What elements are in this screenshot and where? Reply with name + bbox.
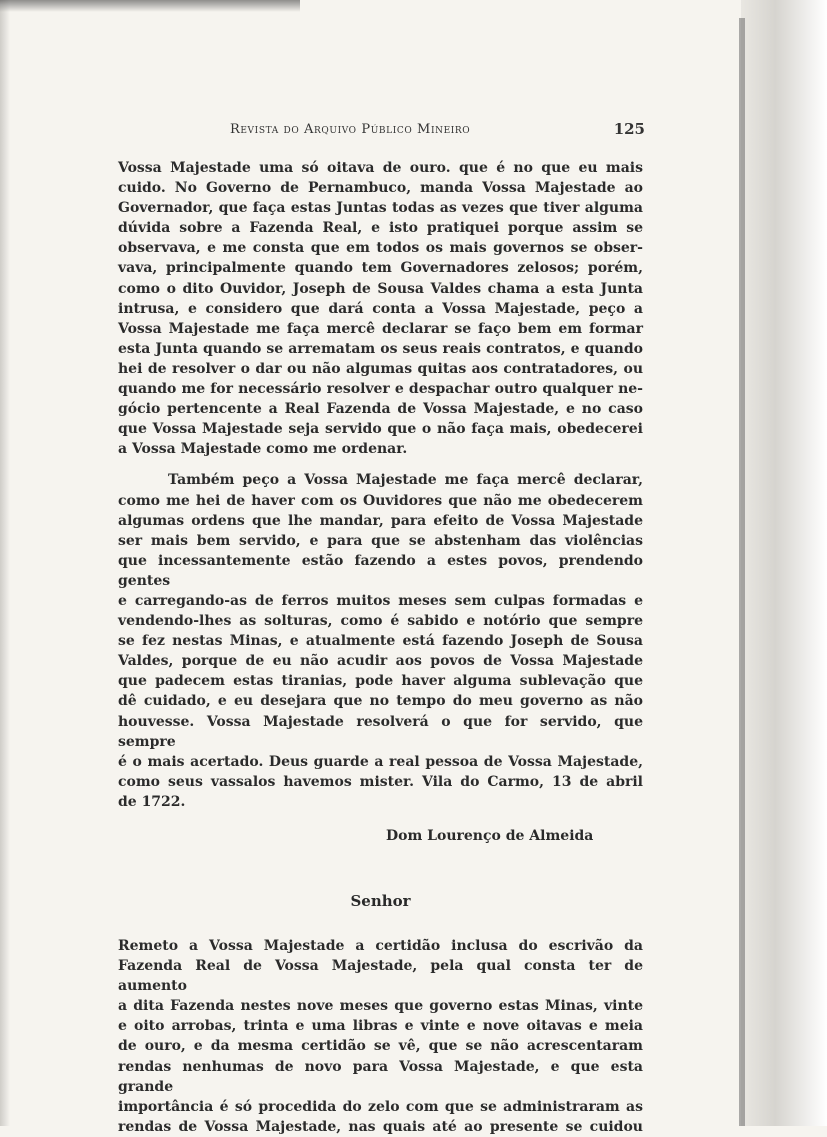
text-line: como me hei de haver com os Ouvidores que não me obedecerem bbox=[118, 492, 643, 509]
text-line: a Vossa Majestade como me ordenar. bbox=[118, 441, 408, 458]
paragraph-letter-continuation bbox=[118, 158, 643, 459]
text-line: hei de resolver o dar ou não algumas quitas aos contratadores, ou bbox=[118, 360, 643, 377]
scan-top-shadow bbox=[0, 0, 300, 12]
text-line: como seus vassalos havemos mister. Vila do Carmo, 13 de abril bbox=[118, 773, 643, 790]
text-line: Remeto a Vossa Majestade a certidão inclusa do escrivão da bbox=[118, 938, 643, 954]
text-line: esta Junta quando se arrematam os seus reais contratos, e quando bbox=[118, 340, 643, 357]
paragraph-new-letter bbox=[118, 936, 643, 1137]
text-line: rendas de Vossa Majestade, nas quais até ao presente se cuidou bbox=[118, 1118, 643, 1135]
text-line: dê cuidado, e eu desejara que no tempo do meu governo as não bbox=[118, 693, 643, 710]
text-line: houvesse. Vossa Majestade resolverá o que for servido, que sempre bbox=[118, 713, 643, 750]
scan-page-edge bbox=[739, 18, 745, 1126]
text-line: cuido. No Governo de Pernambuco, manda Vossa Majestade ao bbox=[118, 180, 643, 197]
scan-right-margin bbox=[741, 0, 827, 1126]
text-line: de ouro, e da mesma certidão se vê, que se não acrescentaram bbox=[118, 1038, 643, 1055]
running-title: Revista do Arquivo Público Mineiro bbox=[230, 122, 471, 137]
text-line: vendendo-lhes as solturas, como é sabido e notório que sempre bbox=[118, 613, 643, 630]
signature: Dom Lourenço de Almeida bbox=[386, 828, 594, 844]
text-line: observava, e me consta que em todos os mais governos se obser- bbox=[118, 240, 643, 257]
text-line: dúvida sobre a Fazenda Real, e isto pratiquei porque assim se bbox=[118, 220, 643, 237]
paragraph-request bbox=[118, 470, 643, 812]
text-line: Vossa Majestade me faça mercê declarar se faço bem em formar bbox=[118, 320, 643, 337]
text-line: importância é só procedida do zelo com que se administraram as bbox=[118, 1098, 643, 1115]
text-line: a dita Fazenda nestes nove meses que governo estas Minas, vinte bbox=[118, 998, 643, 1015]
text-line: Fazenda Real de Vossa Majestade, pela qual consta ter de aumento bbox=[118, 958, 643, 995]
text-line: ser mais bem servido, e para que se abstenham das violências bbox=[118, 532, 643, 549]
text-line: e carregando-as de ferros muitos meses sem culpas formadas e bbox=[118, 592, 643, 609]
text-line: quando me for necessário resolver e despachar outro qualquer ne- bbox=[118, 381, 643, 398]
text-line: de 1722. bbox=[118, 793, 186, 810]
text-line: se fez nestas Minas, e atualmente está fazendo Joseph de Sousa bbox=[118, 633, 643, 650]
text-line: e oito arrobas, trinta e uma libras e vinte e nove oitavas e meia bbox=[118, 1018, 643, 1035]
text-line: algumas ordens que lhe mandar, para efeito de Vossa Majestade bbox=[118, 512, 643, 529]
text-line: gócio pertencente a Real Fazenda de Vossa Majestade, e no caso bbox=[118, 401, 643, 418]
page-number: 125 bbox=[613, 120, 645, 138]
text-line: Valdes, porque de eu não acudir aos povos de Vossa Majestade bbox=[118, 653, 643, 670]
scan-left-shadow bbox=[0, 0, 10, 1126]
running-head bbox=[118, 118, 643, 140]
text-line: Também peço a Vossa Majestade me faça mercê declarar, bbox=[168, 472, 643, 489]
text-line: vava, principalmente quando tem Governadores zelosos; porém, bbox=[118, 260, 643, 277]
text-line: Governador, que faça estas Juntas todas as vezes que tiver alguma bbox=[118, 200, 643, 217]
text-line: intrusa, e considero que dará conta a Vossa Majestade, peço a bbox=[118, 300, 643, 317]
text-line: Vossa Majestade uma só oitava de ouro. que é no que eu mais bbox=[118, 160, 643, 176]
text-line: que padecem estas tiranias, pode haver alguma sublevação que bbox=[118, 673, 643, 690]
salutation: Senhor bbox=[350, 892, 411, 910]
text-line: rendas nenhumas de novo para Vossa Majestade, e que esta grande bbox=[118, 1058, 643, 1095]
text-line: é o mais acertado. Deus guarde a real pessoa de Vossa Majestade, bbox=[118, 753, 643, 770]
document-page bbox=[118, 118, 643, 1137]
text-line: que incessantemente estão fazendo a estes povos, prendendo gentes bbox=[118, 552, 643, 589]
text-line: que Vossa Majestade seja servido que o não faça mais, obedecerei bbox=[118, 421, 643, 438]
text-line: como o dito Ouvidor, Joseph de Sousa Valdes chama a esta Junta bbox=[118, 280, 643, 297]
